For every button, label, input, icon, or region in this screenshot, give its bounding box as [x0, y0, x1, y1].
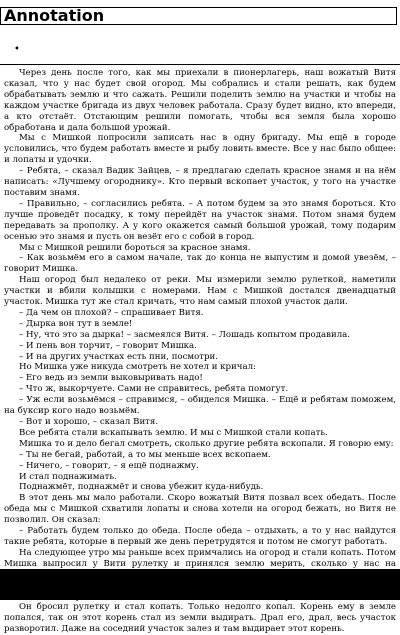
footer-bar: [0, 569, 400, 600]
paragraph: – Уж если возьмёмся – справимся, – обиделся Мишка. – Ещё и ребятам поможем, на буксир кого надо возьмём.: [4, 395, 396, 417]
paragraph: Но Мишка уже никуда смотреть не хотел и кричал:: [19, 362, 256, 373]
paragraph: Мишка то и дело бегал смотреть, сколько другие ребята вскопали. Я говорю ему:: [19, 438, 394, 449]
paragraph: – Как возьмём его в самом начале, так до конца не выпустим и домой увезём, – говорит Мишка.: [4, 253, 396, 275]
paragraph: – Его ведь из земли выковыривать надо!: [19, 373, 203, 384]
paragraph: В этот день мы мало работали. Скоро вожатый Витя позвал всех обедать. После обеда мы с Мишкой схватили лопаты и снова хотели на огород бежать, но Витя не позволил. Он сказал:: [4, 493, 396, 526]
paragraph: – И пень вон торчит, – говорит Мишка.: [19, 340, 197, 351]
header-bar: [0, 7, 397, 25]
paragraph: Наш огород был недалеко от реки. Мы измерили землю рулеткой, наметили участки и вбили колышки с номерами. Нам с Мишкой достался двенадцатый участок. Мишка тут же стал кричать, что нам самый плохой участок дали.: [4, 275, 396, 308]
paragraph: – Работать будем только до обеда. После обеда – отдыхать, а то у нас найдутся такие ребята, которые в первый же день перетрудятся и потом не смогут работать.: [4, 526, 396, 547]
paragraph: Он бросил рулетку и стал копать. Только недолго копал. Корень ему в земле попался, так он этот корень стал из земли выдирать. Драл его, драл, весь участок разворотил. Даже на соседний участок залез и там выдирает этот корень.: [4, 602, 396, 635]
paragraph: Мы с Мишкой попросили записать нас в одну бригаду. Мы ещё в городе условились, что будем работать вместе и рыбу ловить вместе. Все у нас было общее: и лопаты и удочки.: [4, 133, 396, 166]
paragraph: Все ребята стали вскапывать землю. И мы с Мишкой стали копать.: [19, 427, 328, 438]
paragraph: И стал поднажимать.: [19, 471, 117, 482]
paragraph: На следующее утро мы раньше всех примчались на огород и стали копать. Потом Мишка выпросил у Вити рулетку и принялся землю мерить, сколько у нас на: [4, 547, 396, 569]
paragraph: – И на других участках есть пни, посмотри.: [19, 351, 218, 362]
divider: [0, 64, 400, 65]
paragraph: – Ну, что это за дырка! – засмеялся Витя. – Лошадь копытом продавила.: [19, 329, 351, 340]
paragraph: – Правильно, – согласились ребята. – А потом будем за это знамя бороться. Кто лучше проведёт посадку, к тому перейдёт на участок знамя. Потом знамя будем передавать за прополку. А у кого окажется самый большой урожай, тому подарим осенью это знамя и пусть он везёт его с собой в город.: [4, 198, 396, 242]
paragraph: – Да чем он плохой? – спрашивает Витя.: [19, 307, 204, 318]
paragraph: Через день после того, как мы приехали в пионерлагерь, наш вожатый Витя сказал, что у нас будет свой огород. Мы собрались и стали решать, как будем обрабатывать землю и что сажать. Решили поделить землю на участки и чтобы на каждом участке бригада из двух человек работала. Сразу будет видно, кто впереди, а кто отстаёт. Отстающим решили помогать, чтобы вся земля была хорошо обработана и дала большой урожай.: [4, 68, 396, 133]
paragraph: – Ребята, – сказал Вадик Зайцев, – я предлагаю сделать красное знамя и на нём написать: «Лучшему огороднику». Кто первый вскопает участок, у того на участке поставим знамя.: [4, 166, 396, 198]
paragraph: – Ничего, – говорит, – я ещё поднажму.: [19, 460, 199, 471]
paragraph: – Вот и хорошо, – сказал Витя.: [19, 417, 159, 427]
paragraph: Мы с Мишкой решили бороться за красное знамя.: [19, 242, 251, 253]
annotation-text: [4, 68, 396, 635]
paragraph: – Что ж, выкорчуете. Сами не справитесь, ребята помогут.: [19, 384, 289, 395]
header-title: Annotation: [4, 6, 105, 25]
paragraph: – Ты не бегай, работай, а то мы меньше всех вскопаем.: [19, 449, 271, 460]
paragraph: Поднажмёт, поднажмёт и снова убежит куда-нибудь.: [19, 482, 264, 493]
paragraph: – Дырка вон тут в земле!: [19, 318, 133, 329]
list-bullet: •: [14, 44, 20, 55]
